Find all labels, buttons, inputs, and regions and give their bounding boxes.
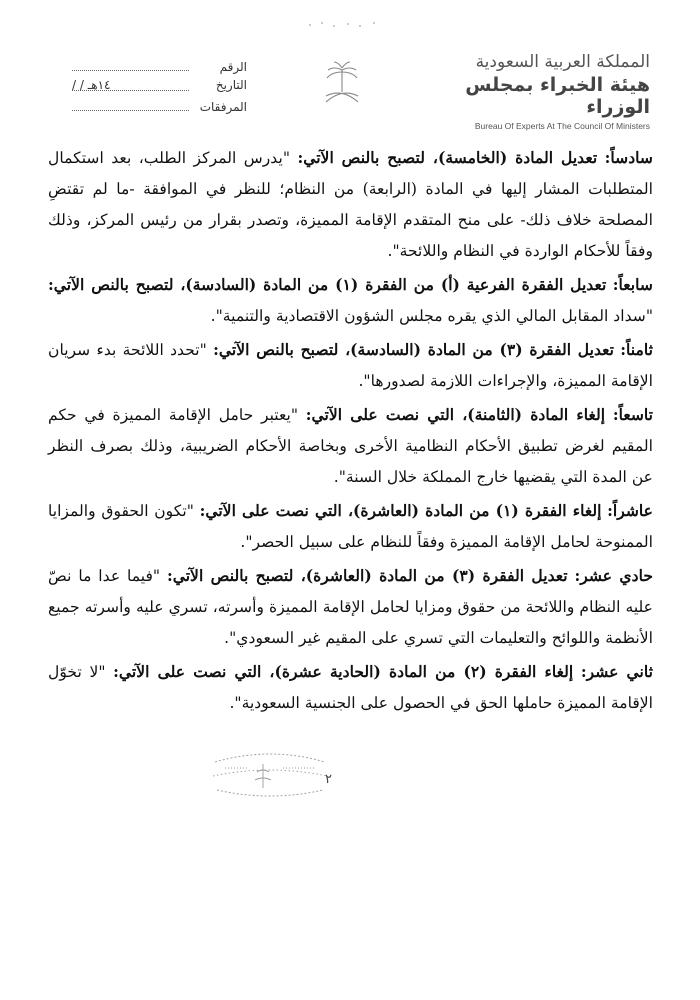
attachments-field [72, 98, 189, 111]
date-label: التاريخ [215, 78, 247, 92]
clause-text: "لا تخوّل الإقامة المميزة حاملها الحق في الحصول على الجنسية السعودية". [48, 663, 653, 712]
clause-text: "يدرس المركز الطلب، بعد استكمال المتطلبات المشار إليها في المادة (الرابعة) من النظام؛ للنظر في الموافقة -ما لم تقتضِ المصلحة خلاف ذلك- على منح المتقدم الإقامة المميزة، وتصدر بقرار من رئيس المركز، وذلك وفقاً للأحكام الواردة في النظام واللائحة". [48, 149, 653, 260]
clause-label: سابعاً: [612, 275, 653, 294]
clause-label: حادي عشر: [574, 566, 653, 585]
clause-intro: إلغاء الفقرة (٢) من المادة (الحادية عشرة)، التي نصت على الآتي: [113, 662, 574, 681]
clause-09 [48, 399, 653, 493]
document-body [48, 142, 653, 721]
clause-intro: تعديل الفقرة (٣) من المادة (السادسة)، لتصبح بالنص الآتي: [213, 340, 614, 359]
letterhead-issuer [440, 52, 650, 131]
clause-intro: إلغاء المادة (الثامنة)، التي نصت على الآتي: [305, 405, 606, 424]
scan-smudge [300, 18, 390, 32]
clause-08 [48, 334, 653, 397]
clause-label: عاشراً: [607, 501, 653, 520]
official-seal-icon [205, 742, 335, 804]
clause-11 [48, 560, 653, 654]
bureau-name-english: Bureau Of Experts At The Council Of Ministers [474, 121, 650, 131]
number-label: الرقم [219, 60, 247, 74]
clause-intro: تعديل المادة (الخامسة)، لتصبح بالنص الآتي: [297, 148, 598, 167]
clause-intro: إلغاء الفقرة (١) من المادة (العاشرة)، التي نصت على الآتي: [199, 501, 602, 520]
kingdom-name: المملكة العربية السعودية [475, 52, 650, 72]
number-field [72, 58, 189, 71]
page-number: ٢ [325, 772, 332, 787]
attachments-label: المرفقات [199, 100, 247, 114]
clause-text: "سداد المقابل المالي الذي يقره مجلس الشؤون الاقتصادية والتنمية". [210, 307, 653, 325]
reference-number-row [72, 58, 247, 78]
clause-06 [48, 142, 653, 267]
reference-date-row [72, 78, 247, 98]
clause-10 [48, 495, 653, 558]
reference-block [72, 58, 247, 118]
clause-text: "فيما عدا ما نصّ عليه النظام واللائحة من حقوق ومزايا لحامل الإقامة المميزة وأسرته، تسري عليه وأسرته جميع الأنظمة واللوائح والتعليمات التي تسري على المقيم غير السعودي". [48, 567, 653, 647]
clause-12 [48, 656, 653, 719]
clause-text: "يعتبر حامل الإقامة المميزة في حكم المقيم لغرض تطبيق الأحكام النظامية الأخرى وبخاصة الأحكام الضريبية، وذلك بصرف النظر عن المدة التي يقضيها خارج المملكة خلال السنة". [48, 406, 653, 486]
clause-intro: تعديل الفقرة الفرعية (أ) من الفقرة (١) من المادة (السادسة)، لتصبح بالنص الآتي: [48, 275, 607, 294]
clause-label: تاسعاً: [612, 405, 653, 424]
letterhead [0, 0, 700, 140]
clause-label: ثاني عشر: [580, 662, 653, 681]
palm-swords-emblem-icon [318, 58, 366, 108]
clause-label: سادساً: [604, 148, 653, 167]
clause-07 [48, 269, 653, 332]
bureau-name-arabic: هيئة الخبراء بمجلس الوزراء [465, 74, 650, 118]
reference-attachments-row [72, 98, 247, 118]
clause-text: "تكون الحقوق والمزايا الممنوحة لحامل الإقامة المميزة وفقاً للنظام على سبيل الحصر". [48, 502, 653, 551]
clause-text: "تحدد اللائحة بدء سريان الإقامة المميزة، والإجراءات اللازمة لصدورها". [48, 341, 653, 390]
clause-intro: تعديل الفقرة (٣) من المادة (العاشرة)، لتصبح بالنص الآتي: [166, 566, 568, 585]
date-field: / / ١٤هـ [72, 78, 189, 91]
clause-label: ثامناً: [620, 340, 653, 359]
